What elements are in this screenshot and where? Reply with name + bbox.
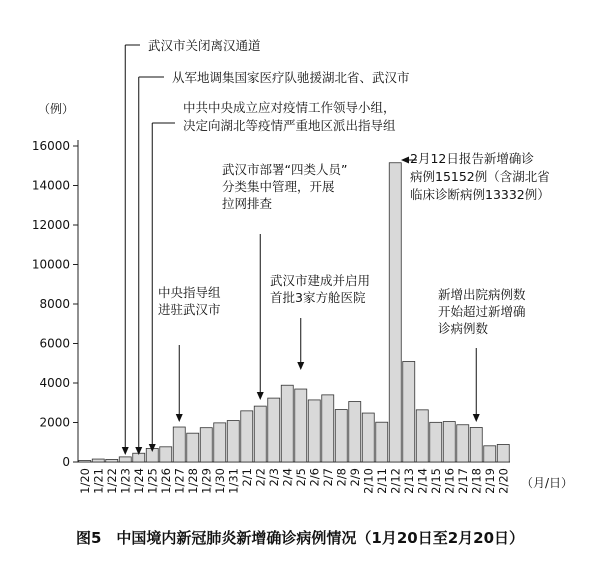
x-tick-label: 1/26 [158,468,173,494]
x-tick-label: 2/19 [482,468,497,494]
y-tick-label: 16000 [31,139,70,153]
x-tick-label: 2/10 [361,468,376,494]
x-tick-label: 1/31 [226,468,241,494]
bar [281,385,293,462]
bar [268,398,280,462]
bar [470,427,482,462]
bar [497,444,509,462]
x-tick-label: 2/14 [415,468,430,494]
x-tick-label: 2/15 [428,468,443,494]
x-tick-label: 2/4 [280,468,295,487]
y-tick-label: 4000 [39,376,70,390]
bar [430,422,442,462]
figure-caption: 图5 中国境内新冠肺炎新增确诊病例情况（1月20日至2月20日） [75,529,525,547]
x-tick-label: 2/7 [320,468,335,487]
bar [241,411,253,462]
bar [457,425,469,462]
y-tick-label: 2000 [39,415,70,430]
x-tick-label: 2/11 [374,468,389,494]
annotation-text: 中共中央成立应对疫情工作领导小组， [183,100,396,115]
annotation-text: 武汉市关闭离汉通道 [148,38,261,53]
y-axis-label: （例） [38,102,75,116]
bar [106,459,118,462]
x-tick-label: 2/20 [496,468,511,494]
annotation-text: 分类集中管理，开展 [222,179,335,194]
x-tick-label: 2/2 [253,468,268,487]
annotation-text: 拉网排查 [222,196,273,211]
annotation-text: 从军地调集国家医疗队驰援湖北省、武汉市 [172,70,410,85]
y-tick-label: 8000 [39,297,70,311]
bar [254,406,266,462]
x-tick-label: 2/13 [401,468,416,494]
bar [295,389,307,462]
annotation-arrowhead [176,414,183,422]
annotation-text: 开始超过新增确 [438,304,526,319]
bar [376,422,388,462]
x-tick-label: 2/6 [307,468,322,487]
annotation-text: 病例15152例（含湖北省 [410,169,550,184]
annotation-arrowhead [257,392,264,400]
annotation-text: 首批3家方舱医院 [270,290,366,305]
x-tick-label: 2/12 [388,468,403,494]
y-tick-label: 12000 [31,218,70,232]
x-tick-label: 2/8 [334,468,349,487]
bar [322,395,334,462]
bar [119,457,131,462]
x-tick-label: 2/16 [442,468,457,494]
annotation-text: 临床诊断病例13332例） [410,187,550,202]
annotation-text: 中央指导组 [158,285,221,300]
bar [79,460,91,462]
annotation-arrowhead [122,447,129,455]
bar [200,428,212,462]
x-tick-label: 2/17 [455,468,470,494]
annotation-text: 2月12日报告新增确诊 [410,151,534,166]
bar [173,427,185,462]
bar [214,423,226,462]
bar [160,447,172,462]
x-tick-label: 2/9 [347,468,362,487]
bar [389,163,401,462]
bar [362,413,374,462]
x-tick-label: 2/18 [469,468,484,494]
x-tick-label: 1/28 [185,468,200,494]
bar [335,410,347,462]
annotation-text: 决定向湖北等疫情严重地区派出指导组 [183,118,396,133]
bar [349,402,361,462]
bar [403,361,415,462]
bar [227,421,239,462]
annotation-text: 新增出院病例数 [438,287,526,302]
y-tick-label: 14000 [31,178,70,193]
y-tick-label: 6000 [39,336,70,351]
x-tick-label: 2/5 [293,468,308,487]
x-tick-label: 1/22 [104,468,119,494]
annotation-text: 进驻武汉市 [158,302,221,317]
annotation-arrowhead [401,157,409,164]
x-tick-label: 1/24 [131,468,146,494]
annotation-arrowhead [473,414,480,422]
bar [187,433,199,462]
bar [308,400,320,462]
x-tick-label: 1/20 [77,468,92,494]
annotation-text: 武汉市建成并启用 [270,273,371,288]
x-tick-label: 1/30 [212,468,227,494]
annotation-text: 武汉市部署“四类人员” [222,162,348,177]
y-tick-label: 0 [62,455,70,469]
x-tick-label: 1/23 [118,468,133,494]
x-tick-label: 1/25 [145,468,160,494]
annotation-text: 诊病例数 [438,321,489,336]
x-tick-label: 1/21 [91,468,106,494]
y-tick-label: 10000 [31,257,70,272]
bar [484,446,496,462]
x-tick-label: 1/29 [199,468,214,494]
x-tick-label: 2/1 [239,468,254,487]
annotation-arrowhead [297,362,304,370]
x-axis-label: （月/日） [521,476,574,490]
bar [443,422,455,462]
bar [416,410,428,462]
x-tick-label: 2/3 [266,468,281,487]
x-tick-label: 1/27 [172,468,187,494]
bar [92,459,104,462]
